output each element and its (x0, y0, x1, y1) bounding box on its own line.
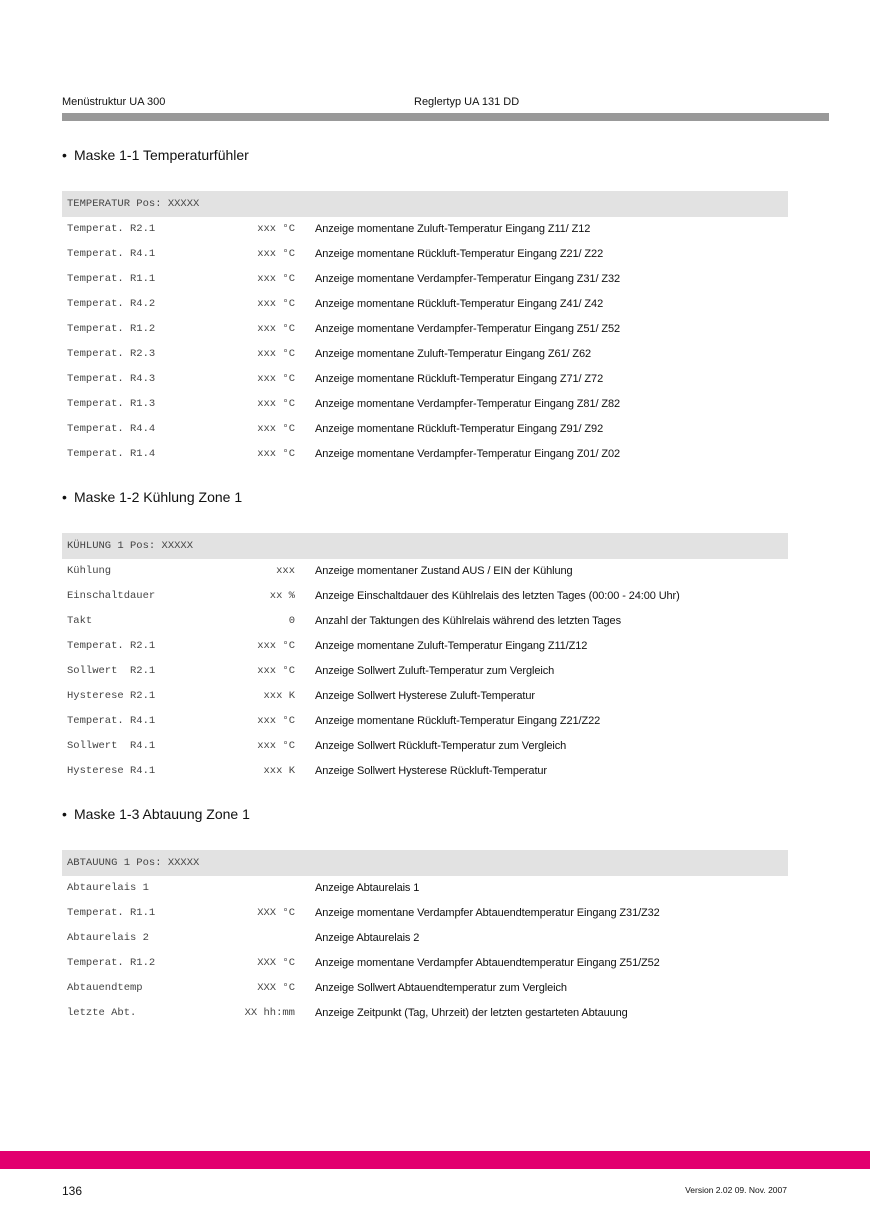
row-description: Anzeige Sollwert Abtauendtemperatur zum Vergleich (315, 982, 567, 994)
row-description: Anzeige momentane Rückluft-Temperatur Eingang Z91/ Z92 (315, 423, 604, 435)
section-title: Maske 1-3 Abtauung Zone 1 (74, 806, 250, 822)
row-description: Anzeige momentane Verdampfer Abtauendtemperatur Eingang Z51/Z52 (315, 957, 660, 969)
row-description: Anzeige momentane Verdampfer-Temperatur Eingang Z31/ Z32 (315, 273, 621, 285)
table-row (62, 584, 788, 609)
running-header-center: Reglertyp UA 131 DD (414, 96, 520, 108)
row-description: Anzeige momentane Verdampfer-Temperatur Eingang Z81/ Z82 (315, 398, 621, 410)
mask-rows (62, 559, 788, 784)
table-row (62, 734, 788, 759)
row-description: Anzeige momentane Verdampfer-Temperatur Eingang Z51/ Z52 (315, 323, 621, 335)
row-description: Anzeige Zeitpunkt (Tag, Uhrzeit) der letzten gestarteten Abtauung (315, 1007, 628, 1019)
section-title: Maske 1-2 Kühlung Zone 1 (74, 489, 243, 505)
row-label: Sollwert R4.1 (67, 740, 156, 752)
section-heading (62, 806, 250, 822)
row-description: Anzeige momentane Rückluft-Temperatur Eingang Z21/ Z22 (315, 248, 604, 260)
row-label: Temperat. R1.2 (67, 957, 156, 969)
row-label: Abtaurelais 2 (67, 932, 149, 944)
section-heading (62, 147, 249, 163)
table-row (62, 392, 788, 417)
row-value: xx % (269, 590, 295, 602)
table-row (62, 926, 788, 951)
row-value: xxx °C (257, 298, 295, 310)
row-label: Sollwert R2.1 (67, 665, 156, 677)
row-label: Takt (67, 615, 93, 627)
row-value: 0 (288, 615, 295, 627)
row-description: Anzeige Sollwert Hysterese Rückluft-Temperatur (315, 765, 547, 777)
row-description: Anzeige Abtaurelais 1 (315, 882, 420, 894)
table-row (62, 901, 788, 926)
row-label: Temperat. R1.3 (67, 398, 156, 410)
mask-header: KÜHLUNG 1 Pos: XXXXX (62, 533, 788, 559)
row-value: xxx °C (257, 373, 295, 385)
row-label: Abtaurelais 1 (67, 882, 149, 894)
row-value: xxx °C (257, 715, 295, 727)
row-description: Anzeige momentane Rückluft-Temperatur Eingang Z21/Z22 (315, 715, 601, 727)
row-description: Anzeige momentane Verdampfer Abtauendtemperatur Eingang Z31/Z32 (315, 907, 660, 919)
mask-rows (62, 217, 788, 467)
row-label: Temperat. R1.4 (67, 448, 156, 460)
row-label: Hysterese R4.1 (67, 765, 156, 777)
table-row (62, 1001, 788, 1026)
table-row (62, 559, 788, 584)
row-description: Anzeige Sollwert Zuluft-Temperatur zum Vergleich (315, 665, 555, 677)
row-label: Temperat. R4.1 (67, 715, 156, 727)
row-value: xxx °C (257, 348, 295, 360)
row-label: letzte Abt. (67, 1007, 137, 1019)
row-value: xxx K (263, 690, 295, 702)
row-value: XXX °C (257, 957, 295, 969)
section-title: Maske 1-1 Temperaturfühler (74, 147, 249, 163)
row-label: Temperat. R1.2 (67, 323, 156, 335)
bullet-icon: • (62, 806, 67, 822)
row-value: xxx (276, 565, 295, 577)
version-info: Version 2.02 09. Nov. 2007 (685, 1185, 787, 1195)
row-label: Hysterese R2.1 (67, 690, 156, 702)
row-value: xxx °C (257, 273, 295, 285)
row-description: Anzeige momentane Zuluft-Temperatur Eingang Z61/ Z62 (315, 348, 592, 360)
row-description: Anzeige momentane Verdampfer-Temperatur Eingang Z01/ Z02 (315, 448, 621, 460)
row-description: Anzahl der Taktungen des Kühlrelais während des letzten Tages (315, 615, 621, 627)
row-value: XX hh:mm (244, 1007, 295, 1019)
row-value: xxx °C (257, 223, 295, 235)
row-value: xxx °C (257, 640, 295, 652)
table-row (62, 684, 788, 709)
row-label: Temperat. R4.3 (67, 373, 156, 385)
row-label: Temperat. R2.1 (67, 223, 156, 235)
row-description: Anzeige momentane Zuluft-Temperatur Eingang Z11/Z12 (315, 640, 588, 652)
row-value: xxx °C (257, 740, 295, 752)
row-label: Temperat. R4.2 (67, 298, 156, 310)
row-description: Anzeige momentane Zuluft-Temperatur Eingang Z11/ Z12 (315, 223, 591, 235)
mask-header: TEMPERATUR Pos: XXXXX (62, 191, 788, 217)
page-number: 136 (62, 1184, 83, 1198)
row-value: xxx °C (257, 398, 295, 410)
mask-rows (62, 876, 788, 1026)
row-label: Temperat. R2.1 (67, 640, 156, 652)
row-label: Temperat. R2.3 (67, 348, 156, 360)
row-label: Temperat. R1.1 (67, 273, 156, 285)
row-label: Temperat. R4.4 (67, 423, 156, 435)
row-value: xxx °C (257, 448, 295, 460)
table-row (62, 267, 788, 292)
table-row (62, 609, 788, 634)
table-row (62, 659, 788, 684)
table-row (62, 342, 788, 367)
row-label: Temperat. R4.1 (67, 248, 156, 260)
row-description: Anzeige momentane Rückluft-Temperatur Eingang Z41/ Z42 (315, 298, 604, 310)
row-value: xxx K (263, 765, 295, 777)
bullet-icon: • (62, 147, 67, 163)
row-description: Anzeige Sollwert Rückluft-Temperatur zum Vergleich (315, 740, 567, 752)
table-row (62, 367, 788, 392)
table-row (62, 292, 788, 317)
row-value: xxx °C (257, 248, 295, 260)
table-row (62, 951, 788, 976)
row-label: Abtauendtemp (67, 982, 143, 994)
row-value: xxx °C (257, 323, 295, 335)
row-description: Anzeige momentaner Zustand AUS / EIN der Kühlung (315, 565, 573, 577)
bullet-icon: • (62, 489, 67, 505)
row-description: Anzeige momentane Rückluft-Temperatur Eingang Z71/ Z72 (315, 373, 604, 385)
table-row (62, 709, 788, 734)
section-heading (62, 489, 242, 505)
table-row (62, 317, 788, 342)
table-row (62, 217, 788, 242)
row-label: Kühlung (67, 565, 112, 577)
row-value: xxx °C (257, 665, 295, 677)
row-description: Anzeige Abtaurelais 2 (315, 932, 420, 944)
footer-accent-bar (0, 1151, 870, 1169)
table-row (62, 242, 788, 267)
row-description: Anzeige Sollwert Hysterese Zuluft-Temperatur (315, 690, 535, 702)
table-row (62, 442, 788, 467)
table-row (62, 417, 788, 442)
row-label: Temperat. R1.1 (67, 907, 156, 919)
table-row (62, 759, 788, 784)
row-value: XXX °C (257, 982, 295, 994)
table-row (62, 976, 788, 1001)
mask-header: ABTAUUNG 1 Pos: XXXXX (62, 850, 788, 876)
row-value: XXX °C (257, 907, 295, 919)
row-label: Einschaltdauer (67, 590, 156, 602)
header-rule (62, 113, 829, 121)
running-header-left: Menüstruktur UA 300 (62, 96, 166, 108)
table-row (62, 634, 788, 659)
row-value: xxx °C (257, 423, 295, 435)
row-description: Anzeige Einschaltdauer des Kühlrelais des letzten Tages (00:00 - 24:00 Uhr) (315, 590, 680, 602)
table-row (62, 876, 788, 901)
